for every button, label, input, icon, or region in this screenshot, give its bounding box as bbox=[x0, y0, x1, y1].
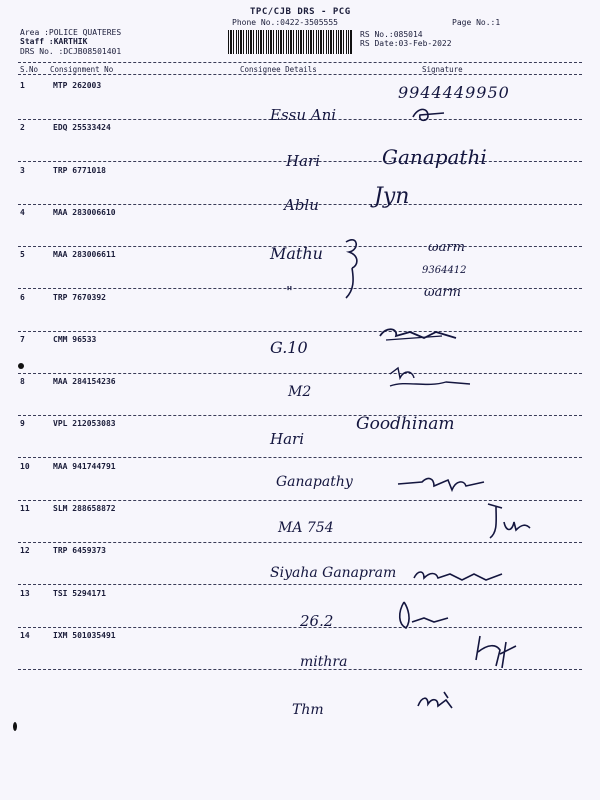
consignee-name-9: Ganapathy bbox=[276, 474, 353, 490]
row-serial-number: 5 bbox=[20, 250, 25, 260]
row-consignment-number: TSI 5294171 bbox=[53, 588, 106, 598]
rs-number-field: RS No.:085014 bbox=[360, 30, 423, 39]
row-consignment-number: MTP 262003 bbox=[53, 81, 102, 90]
edge-mark bbox=[13, 722, 17, 731]
staff-field: Staff :KARTHIK bbox=[20, 37, 88, 46]
punch-hole-mark bbox=[18, 363, 24, 369]
page-number: Page No.:1 bbox=[452, 18, 501, 27]
row-consignment-number: TRP 6771018 bbox=[53, 165, 106, 175]
signature-7 bbox=[386, 366, 476, 396]
consignee-name-7: M2 bbox=[288, 384, 312, 400]
consignee-name-13: mithra bbox=[300, 654, 348, 670]
rs-date-field: RS Date:03-Feb-2022 bbox=[360, 39, 452, 48]
area-field: Area :POLICE QUATERES bbox=[20, 28, 122, 37]
row-consignment-number: IXM 501035491 bbox=[53, 630, 116, 640]
row-serial-number: 2 bbox=[20, 123, 25, 133]
row-consignment-number: VPL 212053083 bbox=[53, 419, 116, 429]
signature-4-5-bracket bbox=[340, 232, 364, 304]
row-consignment-number: TRP 7670392 bbox=[53, 292, 106, 302]
column-header-consignee-details: Consignee Details bbox=[240, 65, 317, 74]
row-divider bbox=[18, 288, 582, 289]
row-serial-number: 11 bbox=[20, 504, 30, 513]
consignee-name-11: Siyaha Ganapram bbox=[270, 565, 397, 581]
signature-14 bbox=[414, 688, 464, 718]
row-divider bbox=[18, 331, 582, 332]
document-title: TPC/CJB DRS - PCG bbox=[250, 7, 351, 17]
consignee-name-4: Mathu bbox=[270, 244, 323, 263]
phone-number: Phone No.:0422-3505555 bbox=[232, 18, 338, 27]
consignee-name-2: Hari bbox=[286, 152, 320, 170]
signature-2: Ganapathi bbox=[382, 145, 487, 169]
signature-6 bbox=[376, 322, 462, 346]
row-serial-number: 1 bbox=[20, 81, 25, 90]
row-serial-number: 14 bbox=[20, 630, 30, 640]
row-divider bbox=[18, 542, 582, 543]
signature-3: Jyn bbox=[374, 184, 410, 209]
signature-9 bbox=[394, 472, 494, 498]
row-consignment-number: MAA 941744791 bbox=[53, 461, 116, 471]
column-header-sno: S.No bbox=[20, 65, 39, 74]
signature-1-mark bbox=[410, 105, 450, 125]
drs-number-field: DRS No. :DCJB08501401 bbox=[20, 47, 122, 56]
consignee-name-8: Hari bbox=[270, 430, 304, 448]
row-consignment-number: MAA 283006611 bbox=[53, 250, 116, 260]
header-divider-bottom bbox=[18, 74, 582, 75]
consignee-name-12: 26.2 bbox=[300, 612, 334, 630]
row-divider bbox=[18, 415, 582, 416]
header-divider-top bbox=[18, 62, 582, 63]
signature-12 bbox=[394, 598, 454, 632]
consignee-name-1: Essu Ani bbox=[270, 106, 337, 124]
consignee-name-5: " bbox=[286, 283, 293, 301]
signature-4-label: ωarm bbox=[428, 240, 465, 255]
signature-11 bbox=[410, 566, 510, 588]
consignee-name-14: Thm bbox=[292, 702, 324, 718]
signature-5-label: ωarm bbox=[424, 285, 461, 300]
row-divider bbox=[18, 457, 582, 458]
row-serial-number: 12 bbox=[20, 546, 30, 556]
consignee-name-10: MA 754 bbox=[278, 520, 334, 536]
row-serial-number: 3 bbox=[20, 165, 25, 175]
row-consignment-number: MAA 284154236 bbox=[53, 377, 116, 387]
row-serial-number: 7 bbox=[20, 334, 25, 344]
column-header-consignment: Consignment No bbox=[50, 65, 114, 74]
row-consignment-number: MAA 283006610 bbox=[53, 207, 116, 217]
signature-13 bbox=[466, 630, 526, 674]
consignee-name-3: Ablu bbox=[284, 196, 319, 214]
row-serial-number: 8 bbox=[20, 377, 25, 387]
signature-4-phone: 9364412 bbox=[422, 265, 467, 276]
column-header-signature: Signature bbox=[422, 65, 463, 74]
row-serial-number: 6 bbox=[20, 292, 25, 302]
row-consignment-number: SLM 288658872 bbox=[53, 504, 116, 513]
row-consignment-number: CMM 96533 bbox=[53, 334, 97, 344]
barcode bbox=[228, 30, 352, 54]
row-consignment-number: TRP 6459373 bbox=[53, 546, 106, 556]
signature-10 bbox=[482, 498, 542, 542]
row-serial-number: 9 bbox=[20, 419, 25, 429]
signature-8: Goodhinam bbox=[356, 414, 455, 434]
row-serial-number: 4 bbox=[20, 207, 25, 217]
row-divider bbox=[18, 373, 582, 374]
row-serial-number: 13 bbox=[20, 588, 30, 598]
row-serial-number: 10 bbox=[20, 461, 30, 471]
row-consignment-number: EDQ 25533424 bbox=[53, 123, 111, 133]
signature-1-phone: 9944449950 bbox=[398, 83, 510, 102]
consignee-name-6: G.10 bbox=[270, 338, 308, 357]
